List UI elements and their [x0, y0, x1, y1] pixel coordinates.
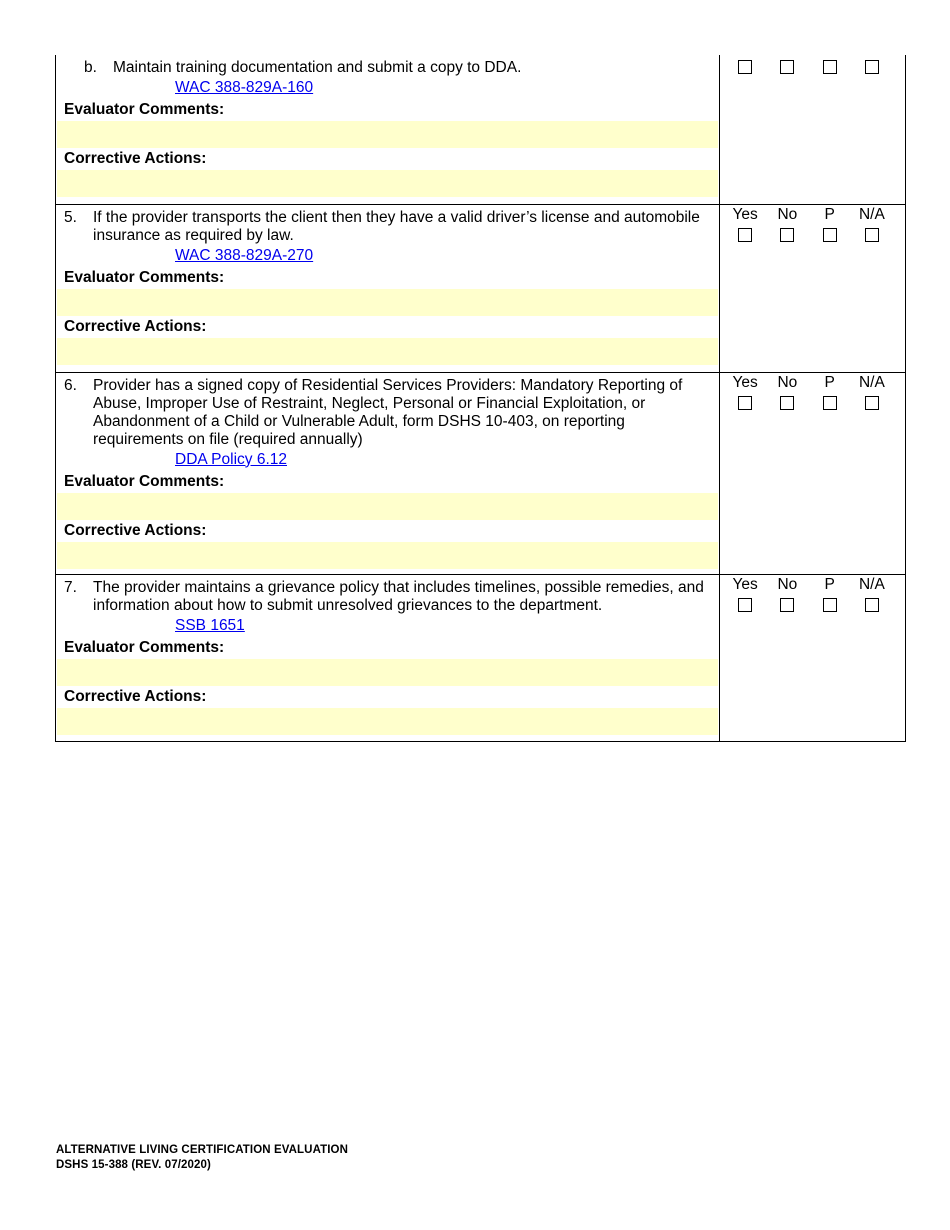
question-text	[56, 55, 719, 77]
answer-label-p: P	[824, 575, 835, 593]
table-row	[56, 574, 906, 741]
reference	[56, 77, 719, 99]
table-row	[56, 204, 906, 372]
evaluator-comments-label: Evaluator Comments:	[64, 268, 225, 286]
answer-label-p: P	[824, 205, 835, 223]
answer-cell	[720, 372, 906, 574]
answer-label-yes: Yes	[732, 205, 758, 223]
footer-title: ALTERNATIVE LIVING CERTIFICATION EVALUATION	[56, 1144, 349, 1156]
answer-group	[720, 55, 905, 79]
answer-cell	[720, 55, 906, 204]
reference-link[interactable]: WAC 388-829A-270	[175, 246, 314, 264]
checkbox-no[interactable]	[780, 228, 794, 242]
evaluator-comments-field[interactable]	[57, 493, 718, 520]
table-row	[56, 372, 906, 574]
question-text	[56, 205, 719, 245]
answer-cell	[720, 204, 906, 372]
checkbox-na[interactable]	[865, 598, 879, 612]
answer-label-no: No	[777, 575, 798, 593]
evaluator-comments-field[interactable]	[57, 289, 718, 316]
reference	[56, 615, 719, 637]
answer-label-yes: Yes	[732, 575, 758, 593]
question-body: Provider has a signed copy of Residential Services Providers: Mandatory Reporting of Abuse, Improper Use of Restraint, Neglect, Personal or Financial Exploitation, or Abandonment of a Child or Vulnerable Adult, form DSHS 10-403, on reporting requirements on file (required annually)	[93, 376, 683, 448]
checkbox-na[interactable]	[865, 228, 879, 242]
answer-cell	[720, 574, 906, 741]
checkbox-na[interactable]	[865, 60, 879, 74]
checkbox-no[interactable]	[780, 60, 794, 74]
corrective-actions-label: Corrective Actions:	[64, 317, 207, 335]
question-number: 5.	[64, 208, 77, 226]
reference-link[interactable]: WAC 388-829A-160	[175, 79, 314, 96]
answer-label-no: No	[777, 205, 798, 223]
checkbox-yes[interactable]	[738, 396, 752, 410]
corrective-actions-field[interactable]	[57, 708, 718, 735]
corrective-actions-label: Corrective Actions:	[64, 521, 207, 539]
corrective-actions-field[interactable]	[57, 542, 718, 569]
answer-label-na: N/A	[858, 575, 885, 593]
corrective-actions-label: Corrective Actions:	[64, 150, 207, 167]
corrective-actions-field[interactable]	[57, 170, 718, 197]
reference	[56, 449, 719, 471]
evaluator-comments-label: Evaluator Comments:	[64, 638, 225, 656]
evaluator-comments-field[interactable]	[57, 659, 718, 686]
checkbox-yes[interactable]	[738, 598, 752, 612]
checkbox-p[interactable]	[823, 60, 837, 74]
checkbox-yes[interactable]	[738, 60, 752, 74]
answer-label-p: P	[824, 373, 835, 391]
question-body: If the provider transports the client then they have a valid driver’s license and automobile insurance as required by law.	[93, 208, 700, 244]
reference-link[interactable]: DDA Policy 6.12	[175, 450, 287, 468]
answer-label-na: N/A	[858, 373, 885, 391]
checkbox-p[interactable]	[823, 598, 837, 612]
answer-label-no: No	[777, 373, 798, 391]
table-row	[56, 55, 906, 204]
question-body: Maintain training documentation and submit a copy to DDA.	[113, 59, 522, 76]
reference-link[interactable]: SSB 1651	[175, 616, 245, 634]
checkbox-no[interactable]	[780, 598, 794, 612]
checkbox-yes[interactable]	[738, 228, 752, 242]
checkbox-na[interactable]	[865, 396, 879, 410]
evaluator-comments-field[interactable]	[57, 121, 718, 148]
answer-group	[720, 373, 905, 415]
question-cell	[56, 204, 720, 372]
checkbox-p[interactable]	[823, 396, 837, 410]
question-number: 7.	[64, 578, 77, 596]
question-text	[56, 575, 719, 615]
reference	[56, 245, 719, 267]
footer-form-id: DSHS 15-388 (REV. 07/2020)	[56, 1159, 211, 1171]
answer-label-yes: Yes	[732, 373, 758, 391]
answer-group	[720, 575, 905, 617]
evaluation-table	[55, 55, 906, 742]
question-text	[56, 373, 719, 449]
answer-group	[720, 205, 905, 247]
question-number: 6.	[64, 376, 77, 394]
corrective-actions-field[interactable]	[57, 338, 718, 365]
checkbox-p[interactable]	[823, 228, 837, 242]
question-number: b.	[84, 59, 97, 76]
page-footer	[56, 1143, 348, 1173]
evaluator-comments-label: Evaluator Comments:	[64, 472, 225, 490]
evaluator-comments-label: Evaluator Comments:	[64, 101, 225, 118]
checkbox-no[interactable]	[780, 396, 794, 410]
corrective-actions-label: Corrective Actions:	[64, 687, 207, 705]
question-cell	[56, 574, 720, 741]
answer-label-na: N/A	[858, 205, 885, 223]
question-body: The provider maintains a grievance policy that includes timelines, possible remedies, and information about how to submit unresolved grievances to the department.	[93, 578, 704, 614]
question-cell	[56, 55, 720, 204]
question-cell	[56, 372, 720, 574]
